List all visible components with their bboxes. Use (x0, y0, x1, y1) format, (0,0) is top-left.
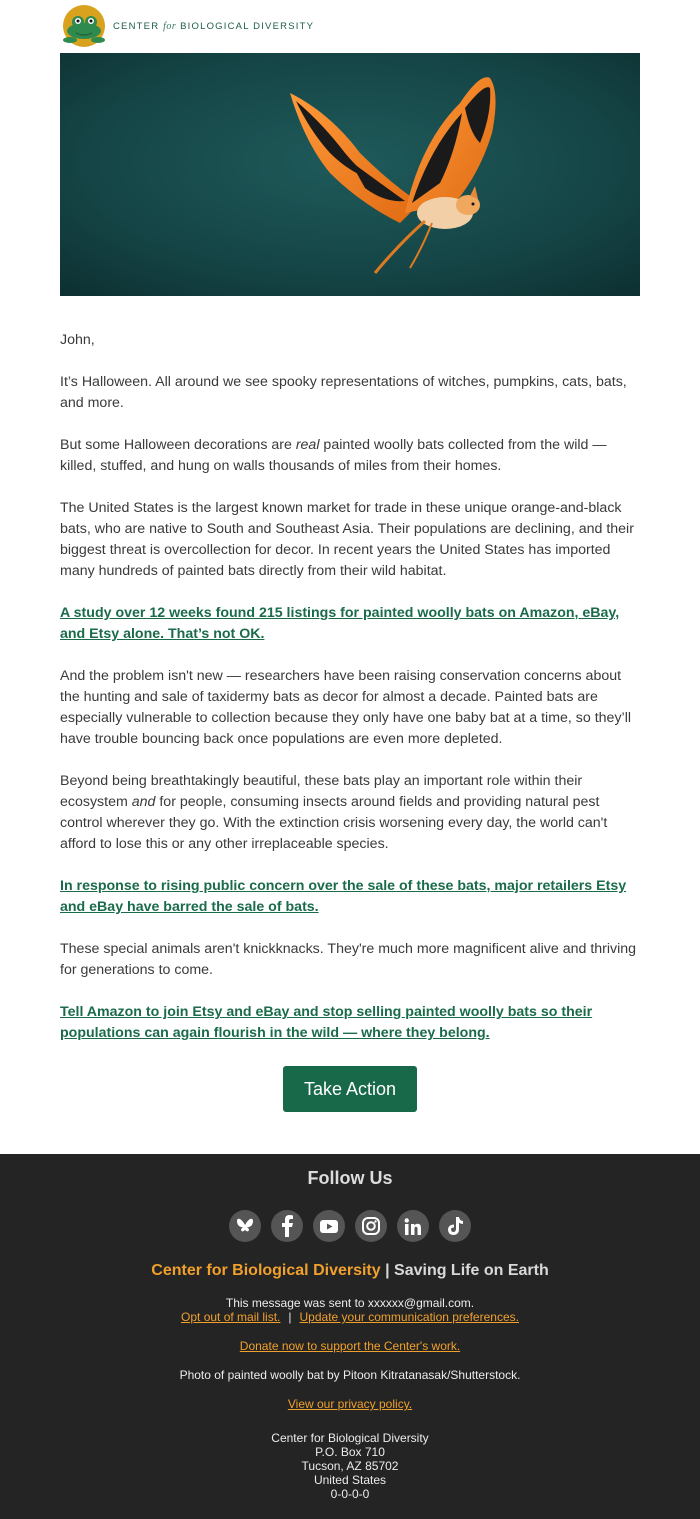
greeting: John, (60, 332, 95, 348)
donate-link[interactable]: Donate now to support the Center's work. (239, 1339, 461, 1353)
paragraph-4: And the problem isn't new — researchers have been raising conservation concerns about the hunting and sale of taxidermy bats as decor for almost a decade. Painted bats are especially vulnerable to collection because they only have one baby bat at a time, so they’ll have trouble bouncing back once populations are even more depleted. (60, 668, 631, 747)
paragraph-2 (60, 435, 642, 477)
email-body (60, 330, 642, 1065)
study-link[interactable]: A study over 12 weeks found 215 listings for painted woolly bats on Amazon, eBay, and Etsy alone. That’s not OK. (60, 605, 620, 642)
frog-logo-icon (60, 4, 108, 48)
address-line-2: P.O. Box 710 (315, 1445, 385, 1459)
update-preferences-link[interactable]: Update your communication preferences. (299, 1310, 519, 1324)
address-line-5: 0-0-0-0 (330, 1487, 370, 1501)
mail-prefs-links (0, 1310, 700, 1324)
logo-word-for: for (163, 20, 177, 32)
instagram-icon[interactable] (355, 1210, 387, 1242)
bluesky-icon[interactable] (229, 1210, 261, 1242)
address-line-1: Center for Biological Diversity (271, 1431, 429, 1445)
linkedin-icon[interactable] (397, 1210, 429, 1242)
sent-to-text: This message was sent to xxxxxx@gmail.com. (225, 1296, 475, 1310)
retailers-link[interactable]: In response to rising public concern over the sale of these bats, major retailers Etsy and eBay have barred the sale of bats. (60, 878, 627, 915)
mailing-address (0, 1431, 700, 1501)
paragraph-3: The United States is the largest known market for trade in these unique orange-and-black bats, who are native to South and Southeast Asia. Their populations are declining, and their biggest threat is overcollection for decor. In recent years the United States has imported many hundreds of painted bats directly from their wild habitat. (60, 500, 634, 579)
privacy-policy-link[interactable]: View our privacy policy. (287, 1397, 413, 1411)
p5-text-b: for people, consuming insects around fields and providing natural pest control wherever they go. With the extinction crisis worsening every day, the world can't afford to lose this or any other irreplaceable species. (60, 794, 608, 852)
p2-text-a: But some Halloween decorations are (60, 437, 296, 453)
p2-text-b: painted woolly bats collected from the wild — killed, stuffed, and hung on walls thousands of miles from their homes. (60, 437, 607, 474)
logo-word-biodiversity: BIOLOGICAL DIVERSITY (180, 20, 315, 32)
paragraph-6: These special animals aren't knickknacks. They're much more magnificent alive and thriving for generations to come. (60, 941, 637, 978)
p5-text-a: Beyond being breathtakingly beautiful, these bats play an important role within their ecosystem (60, 773, 583, 810)
facebook-icon[interactable] (271, 1210, 303, 1242)
footer (0, 1154, 700, 1519)
opt-out-link[interactable]: Opt out of mail list. (181, 1310, 281, 1324)
footer-brand (0, 1262, 700, 1280)
tell-amazon-link[interactable]: Tell Amazon to join Etsy and eBay and stop selling painted woolly bats so their populations can again flourish in the wild — where they belong. (60, 1004, 593, 1041)
cta-row (0, 1066, 700, 1112)
paragraph-1: It’s Halloween. All around we see spooky representations of witches, pumpkins, cats, bats, and more. (60, 374, 627, 411)
youtube-icon[interactable] (313, 1210, 345, 1242)
paragraph-link-1 (60, 603, 642, 645)
paragraph-5 (60, 771, 642, 855)
tiktok-icon[interactable] (439, 1210, 471, 1242)
social-icons (0, 1210, 700, 1242)
p2-emphasis: real (295, 437, 320, 453)
p5-emphasis: and (131, 794, 156, 810)
address-line-4: United States (313, 1473, 387, 1487)
take-action-button[interactable]: Take Action (283, 1066, 417, 1112)
brand-tagline: | Saving Life on Earth (380, 1262, 549, 1279)
org-logo[interactable] (60, 4, 314, 48)
brand-org-name[interactable]: Center for Biological Diversity (151, 1262, 381, 1279)
follow-us-heading: Follow Us (307, 1168, 393, 1188)
donate-line (0, 1339, 700, 1353)
link-separator: | (288, 1310, 292, 1324)
logo-word-center: CENTER (113, 20, 160, 32)
header (0, 0, 700, 53)
logo-wordmark (113, 21, 314, 32)
painted-woolly-bat-photo-icon (60, 53, 640, 296)
privacy-line (0, 1397, 700, 1411)
hero-image[interactable] (60, 53, 640, 296)
sent-to-line (0, 1296, 700, 1324)
address-line-3: Tucson, AZ 85702 (301, 1459, 399, 1473)
paragraph-link-2 (60, 876, 642, 918)
paragraph-link-3 (60, 1002, 642, 1044)
photo-credit: Photo of painted woolly bat by Pitoon Kitratanasak/Shutterstock. (179, 1368, 521, 1382)
